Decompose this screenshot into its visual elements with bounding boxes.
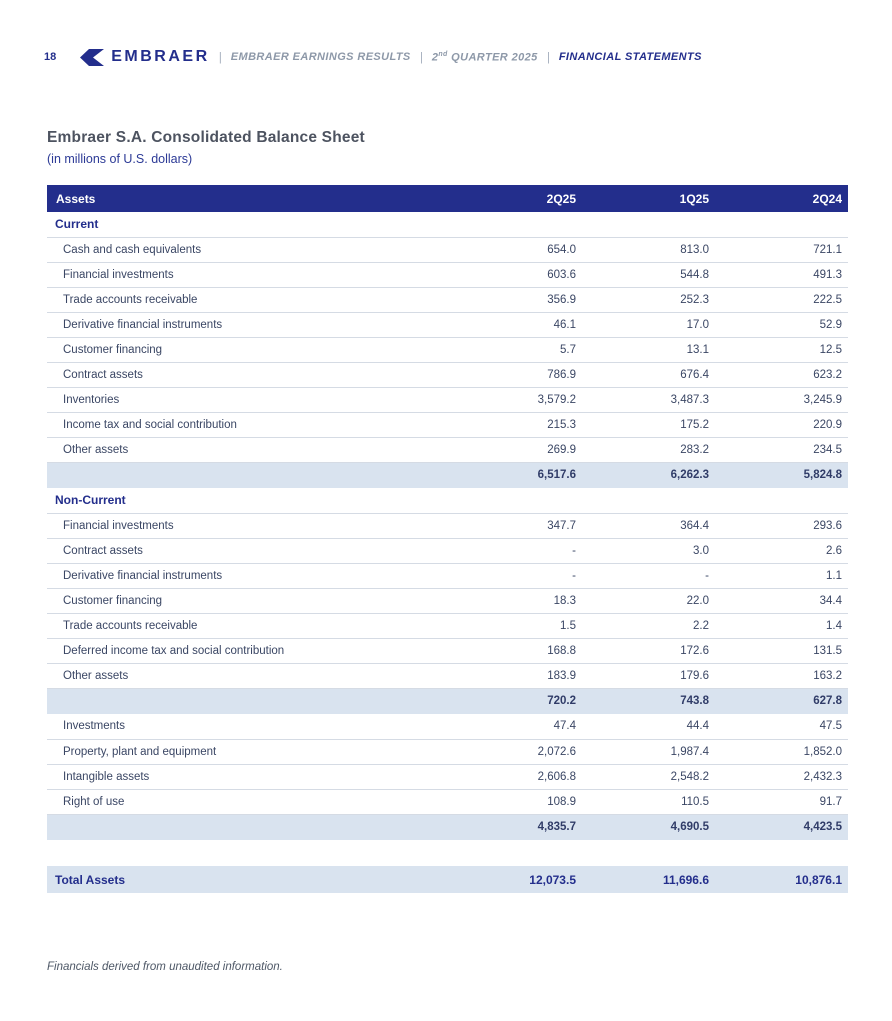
row-value: 17.0 <box>582 312 715 337</box>
row-value: 10,876.1 <box>715 866 848 893</box>
item-row <box>47 588 848 613</box>
row-value: 234.5 <box>715 437 848 462</box>
row-value <box>449 212 582 237</box>
row-value: - <box>582 563 715 588</box>
row-value: 623.2 <box>715 362 848 387</box>
row-value: 252.3 <box>582 287 715 312</box>
row-label: Non-Current <box>47 488 449 513</box>
embraer-arrow-icon <box>80 49 104 66</box>
row-value: 1.4 <box>715 613 848 638</box>
row-value: 6,262.3 <box>582 462 715 488</box>
row-value: 786.9 <box>449 362 582 387</box>
row-label: Property, plant and equipment <box>47 739 449 764</box>
page-subtitle: (in millions of U.S. dollars) <box>47 152 193 166</box>
row-value: 6,517.6 <box>449 462 582 488</box>
column-header-2q25: 2Q25 <box>449 185 582 212</box>
item-row <box>47 287 848 312</box>
item-row <box>47 237 848 262</box>
row-value: 222.5 <box>715 287 848 312</box>
brand-name: EMBRAER <box>111 48 210 65</box>
row-value: 5.7 <box>449 337 582 362</box>
row-value: 44.4 <box>582 714 715 739</box>
row-value: 168.8 <box>449 638 582 663</box>
row-value <box>715 840 848 866</box>
row-value <box>582 212 715 237</box>
row-value: 34.4 <box>715 588 848 613</box>
row-label: Financial investments <box>47 262 449 287</box>
item-row <box>47 613 848 638</box>
row-value: 720.2 <box>449 688 582 714</box>
item-row <box>47 764 848 789</box>
row-value: 179.6 <box>582 663 715 688</box>
row-value: 4,690.5 <box>582 814 715 840</box>
subtotal-row <box>47 462 848 488</box>
row-value: 47.5 <box>715 714 848 739</box>
row-label: Total Assets <box>47 866 449 893</box>
page-header <box>44 48 862 66</box>
row-value <box>582 840 715 866</box>
row-value: 12,073.5 <box>449 866 582 893</box>
row-value: 603.6 <box>449 262 582 287</box>
item-row <box>47 663 848 688</box>
row-value: 13.1 <box>582 337 715 362</box>
row-value: 269.9 <box>449 437 582 462</box>
row-label: Contract assets <box>47 362 449 387</box>
row-value <box>582 488 715 513</box>
row-value: 3,579.2 <box>449 387 582 412</box>
row-label: Financial investments <box>47 513 449 538</box>
row-label <box>47 462 449 488</box>
row-label: Cash and cash equivalents <box>47 237 449 262</box>
section-row <box>47 212 848 237</box>
embraer-logo <box>80 48 209 66</box>
row-value: 18.3 <box>449 588 582 613</box>
row-value <box>715 212 848 237</box>
row-value: 2,548.2 <box>582 764 715 789</box>
item-row <box>47 538 848 563</box>
row-value: 347.7 <box>449 513 582 538</box>
item-row <box>47 513 848 538</box>
row-label: Current <box>47 212 449 237</box>
row-label: Inventories <box>47 387 449 412</box>
row-value: 52.9 <box>715 312 848 337</box>
row-value: 676.4 <box>582 362 715 387</box>
row-value: 544.8 <box>582 262 715 287</box>
row-label: Right of use <box>47 789 449 814</box>
column-header-assets: Assets <box>47 185 449 212</box>
row-value: 293.6 <box>715 513 848 538</box>
row-value: 91.7 <box>715 789 848 814</box>
spacer-row <box>47 840 848 866</box>
row-value: 172.6 <box>582 638 715 663</box>
quarter-rest: QUARTER 2025 <box>447 51 538 64</box>
column-header-1q25: 1Q25 <box>582 185 715 212</box>
row-label: Customer financing <box>47 337 449 362</box>
row-label: Trade accounts receivable <box>47 613 449 638</box>
footnote: Financials derived from unaudited information. <box>47 961 283 973</box>
row-label: Contract assets <box>47 538 449 563</box>
row-value: 4,423.5 <box>715 814 848 840</box>
row-label: Derivative financial instruments <box>47 563 449 588</box>
row-value: 22.0 <box>582 588 715 613</box>
row-value <box>715 488 848 513</box>
item-row <box>47 437 848 462</box>
page-title: Embraer S.A. Consolidated Balance Sheet <box>47 129 365 146</box>
breadcrumb-separator: | <box>419 50 423 64</box>
row-value: 1.1 <box>715 563 848 588</box>
row-value: 131.5 <box>715 638 848 663</box>
row-value: 356.9 <box>449 287 582 312</box>
item-row <box>47 412 848 437</box>
page-number: 18 <box>44 51 57 63</box>
row-value: 1,852.0 <box>715 739 848 764</box>
item-row <box>47 638 848 663</box>
item-row <box>47 387 848 412</box>
item-row <box>47 789 848 814</box>
breadcrumb-financial-statements: FINANCIAL STATEMENTS <box>558 51 702 63</box>
row-value <box>449 488 582 513</box>
row-value <box>449 840 582 866</box>
row-value: 46.1 <box>449 312 582 337</box>
row-value: 12.5 <box>715 337 848 362</box>
balance-sheet-body <box>47 212 848 893</box>
column-header-2q24: 2Q24 <box>715 185 848 212</box>
item-row <box>47 337 848 362</box>
row-label <box>47 814 449 840</box>
item-row <box>47 714 848 739</box>
subtotal-row <box>47 688 848 714</box>
item-row <box>47 362 848 387</box>
row-label <box>47 840 449 866</box>
row-value: - <box>449 563 582 588</box>
balance-sheet-table <box>47 185 848 893</box>
row-value: 813.0 <box>582 237 715 262</box>
row-value: 491.3 <box>715 262 848 287</box>
row-value: 364.4 <box>582 513 715 538</box>
item-row <box>47 563 848 588</box>
item-row <box>47 262 848 287</box>
row-value: 108.9 <box>449 789 582 814</box>
row-label: Other assets <box>47 437 449 462</box>
quarter-number: 2 <box>431 51 439 64</box>
row-label <box>47 688 449 714</box>
row-value: 721.1 <box>715 237 848 262</box>
row-value: 2.6 <box>715 538 848 563</box>
row-value: 743.8 <box>582 688 715 714</box>
row-value: 5,824.8 <box>715 462 848 488</box>
row-value: 4,835.7 <box>449 814 582 840</box>
row-value: 2.2 <box>582 613 715 638</box>
row-label: Deferred income tax and social contribution <box>47 638 449 663</box>
row-label: Investments <box>47 714 449 739</box>
breadcrumb-separator: | <box>546 50 550 64</box>
breadcrumb-separator: | <box>218 50 222 64</box>
row-value: 215.3 <box>449 412 582 437</box>
row-value: 11,696.6 <box>582 866 715 893</box>
breadcrumb-earnings-results: EMBRAER EARNINGS RESULTS <box>230 51 411 63</box>
row-label: Income tax and social contribution <box>47 412 449 437</box>
row-label: Derivative financial instruments <box>47 312 449 337</box>
total-row <box>47 866 848 893</box>
row-label: Other assets <box>47 663 449 688</box>
row-value: 2,432.3 <box>715 764 848 789</box>
breadcrumb-quarter <box>432 51 538 64</box>
row-value: 110.5 <box>582 789 715 814</box>
row-value: 2,606.8 <box>449 764 582 789</box>
row-value: 220.9 <box>715 412 848 437</box>
quarter-ordinal: nd <box>438 50 448 58</box>
table-header-row <box>47 185 848 212</box>
item-row <box>47 739 848 764</box>
row-value: 2,072.6 <box>449 739 582 764</box>
row-value: 1,987.4 <box>582 739 715 764</box>
subtotal-row <box>47 814 848 840</box>
section-row <box>47 488 848 513</box>
row-value: 3,245.9 <box>715 387 848 412</box>
row-value: 3,487.3 <box>582 387 715 412</box>
row-label: Customer financing <box>47 588 449 613</box>
item-row <box>47 312 848 337</box>
row-value: 163.2 <box>715 663 848 688</box>
row-value: - <box>449 538 582 563</box>
row-value: 627.8 <box>715 688 848 714</box>
row-value: 3.0 <box>582 538 715 563</box>
row-value: 183.9 <box>449 663 582 688</box>
row-value: 47.4 <box>449 714 582 739</box>
row-label: Trade accounts receivable <box>47 287 449 312</box>
row-value: 283.2 <box>582 437 715 462</box>
row-value: 654.0 <box>449 237 582 262</box>
row-value: 1.5 <box>449 613 582 638</box>
row-label: Intangible assets <box>47 764 449 789</box>
row-value: 175.2 <box>582 412 715 437</box>
